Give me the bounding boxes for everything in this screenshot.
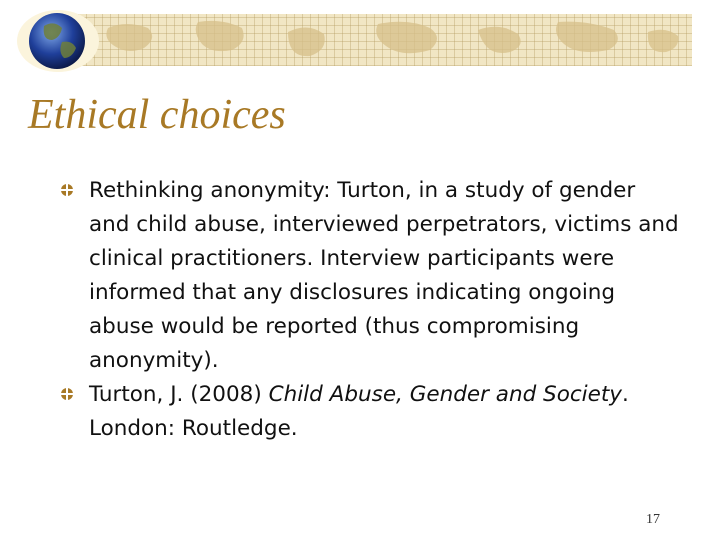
bullet-item-anonymity: [60, 174, 680, 378]
slide-title: Ethical choices: [28, 92, 286, 138]
bullet-item-reference: [60, 378, 680, 446]
bullet-marker-icon: [60, 183, 74, 197]
reference-publisher: . London: Routledge.: [89, 382, 629, 441]
globe-icon: [14, 8, 100, 74]
reference-author: Turton, J. (2008): [89, 382, 269, 407]
page-number: 17: [646, 512, 660, 527]
bullet-marker-icon: [60, 387, 74, 401]
world-map-icon: [78, 14, 692, 66]
reference-title: Child Abuse, Gender and Society: [268, 382, 623, 407]
bullet-text: Rethinking anonymity: Turton, in a study of gender and child abuse, interviewed perpetrators, victims and clinical practitioners. Interview participants were informed that any disclosures indicating ongoing abuse would be reported (thus compromising anonymity).: [89, 178, 679, 373]
world-map-banner: [78, 14, 692, 66]
bullet-list: [60, 174, 680, 446]
